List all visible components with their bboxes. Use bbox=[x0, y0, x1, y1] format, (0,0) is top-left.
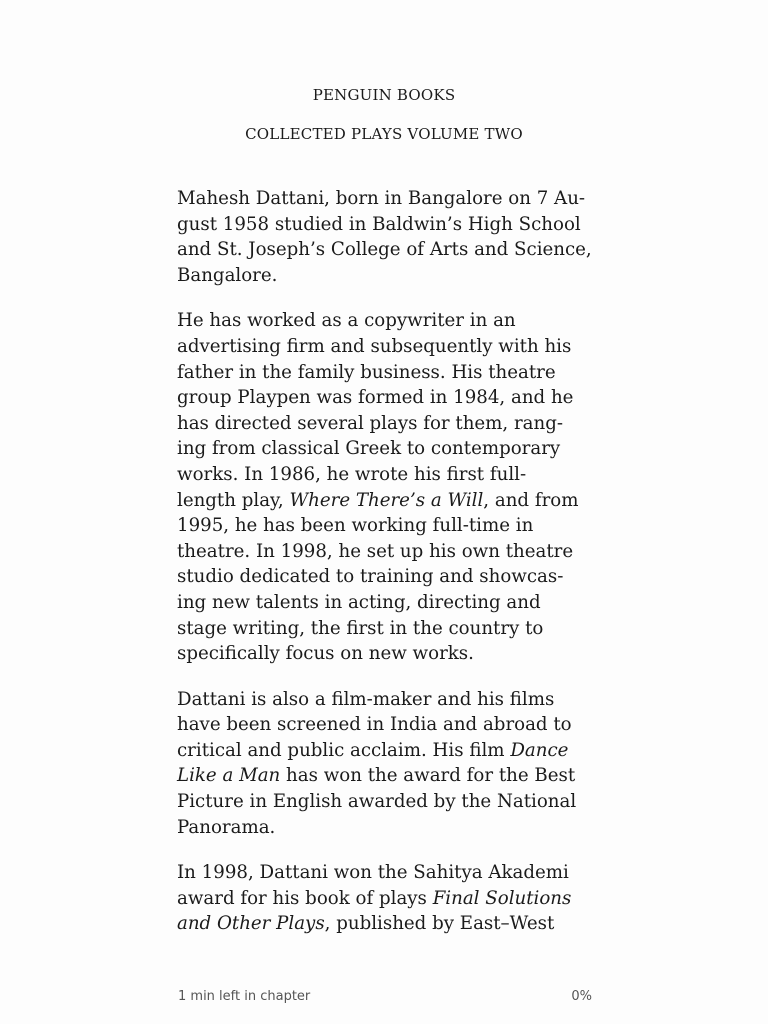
paragraph bbox=[177, 860, 597, 937]
paragraph bbox=[177, 308, 597, 666]
paragraph bbox=[177, 186, 597, 288]
text-segment: Mahesh Dattani, born in Bangalore on 7 Au- bbox=[177, 188, 586, 209]
progress-percent: 0% bbox=[571, 989, 592, 1004]
text-line bbox=[177, 462, 597, 488]
text-segment: length play, bbox=[177, 489, 290, 511]
text-segment: 1995, he has been working full-time in bbox=[177, 515, 534, 537]
text-segment: Panorama. bbox=[177, 816, 276, 838]
text-line bbox=[177, 616, 597, 642]
text-segment: group Playpen was formed in 1984, and he bbox=[177, 387, 574, 409]
text-segment: advertising firm and subsequently with his bbox=[177, 335, 572, 357]
text-line bbox=[177, 687, 597, 713]
text-line bbox=[177, 411, 597, 437]
text-line bbox=[177, 860, 597, 886]
text-line bbox=[177, 815, 597, 841]
text-segment: Bangalore. bbox=[177, 264, 278, 286]
time-left-label: 1 min left in chapter bbox=[178, 989, 311, 1004]
text-segment: Picture in English awarded by the National bbox=[177, 791, 577, 813]
text-line bbox=[177, 712, 597, 738]
italic-title: and Other Plays bbox=[177, 913, 325, 935]
text-line bbox=[177, 564, 597, 590]
text-line bbox=[177, 436, 597, 462]
text-segment: critical and public acclaim. His film bbox=[177, 739, 511, 761]
book-title-heading: COLLECTED PLAYS VOLUME TWO bbox=[245, 125, 523, 143]
text-line bbox=[177, 590, 597, 616]
text-line bbox=[177, 911, 597, 937]
text-segment: specifically focus on new works. bbox=[177, 643, 474, 665]
text-line bbox=[177, 263, 597, 289]
text-line bbox=[177, 334, 597, 360]
text-line bbox=[177, 641, 597, 667]
text-line bbox=[177, 513, 597, 539]
publisher-heading: PENGUIN BOOKS bbox=[312, 86, 456, 104]
text-segment: theatre. In 1998, he set up his own theatre bbox=[177, 540, 574, 562]
text-segment: award for his book of plays bbox=[177, 887, 433, 909]
text-segment: father in the family business. His theatre bbox=[177, 361, 556, 383]
text-line bbox=[177, 186, 597, 212]
italic-title: Final Solutions bbox=[432, 887, 572, 909]
text-line bbox=[177, 237, 597, 263]
text-segment: , published by East–West bbox=[324, 913, 555, 935]
text-line bbox=[177, 789, 597, 815]
text-segment: stage writing, the first in the country to bbox=[177, 617, 544, 639]
italic-title: Dance bbox=[510, 739, 569, 761]
text-line bbox=[177, 308, 597, 334]
text-segment: Dattani is also a film-maker and his films bbox=[177, 688, 555, 710]
text-line bbox=[177, 212, 597, 238]
text-segment: works. In 1986, he wrote his first full- bbox=[177, 463, 527, 485]
italic-title: Where There’s a Will bbox=[289, 489, 484, 511]
text-segment: ing from classical Greek to contemporary bbox=[177, 438, 561, 460]
text-segment: In 1998, Dattani won the Sahitya Akademi bbox=[177, 862, 569, 884]
text-line bbox=[177, 763, 597, 789]
text-segment: , and from bbox=[483, 489, 579, 511]
text-segment: has won the award for the Best bbox=[280, 765, 576, 787]
text-segment: studio dedicated to training and showcas- bbox=[177, 566, 564, 588]
text-segment: gust 1958 studied in Baldwin’s High School bbox=[177, 213, 581, 235]
text-line bbox=[177, 886, 597, 912]
text-segment: He has worked as a copywriter in an bbox=[177, 310, 516, 332]
italic-title: Like a Man bbox=[177, 765, 281, 787]
chapter-body bbox=[177, 186, 597, 957]
text-segment: have been screened in India and abroad to bbox=[177, 714, 572, 736]
text-segment: has directed several plays for them, rang- bbox=[177, 412, 564, 434]
text-line bbox=[177, 738, 597, 764]
text-line bbox=[177, 385, 597, 411]
text-line bbox=[177, 360, 597, 386]
paragraph bbox=[177, 687, 597, 841]
text-segment: and St. Joseph’s College of Arts and Science, bbox=[177, 239, 592, 261]
text-segment: ing new talents in acting, directing and bbox=[177, 591, 541, 613]
text-line bbox=[177, 488, 597, 514]
text-line bbox=[177, 539, 597, 565]
